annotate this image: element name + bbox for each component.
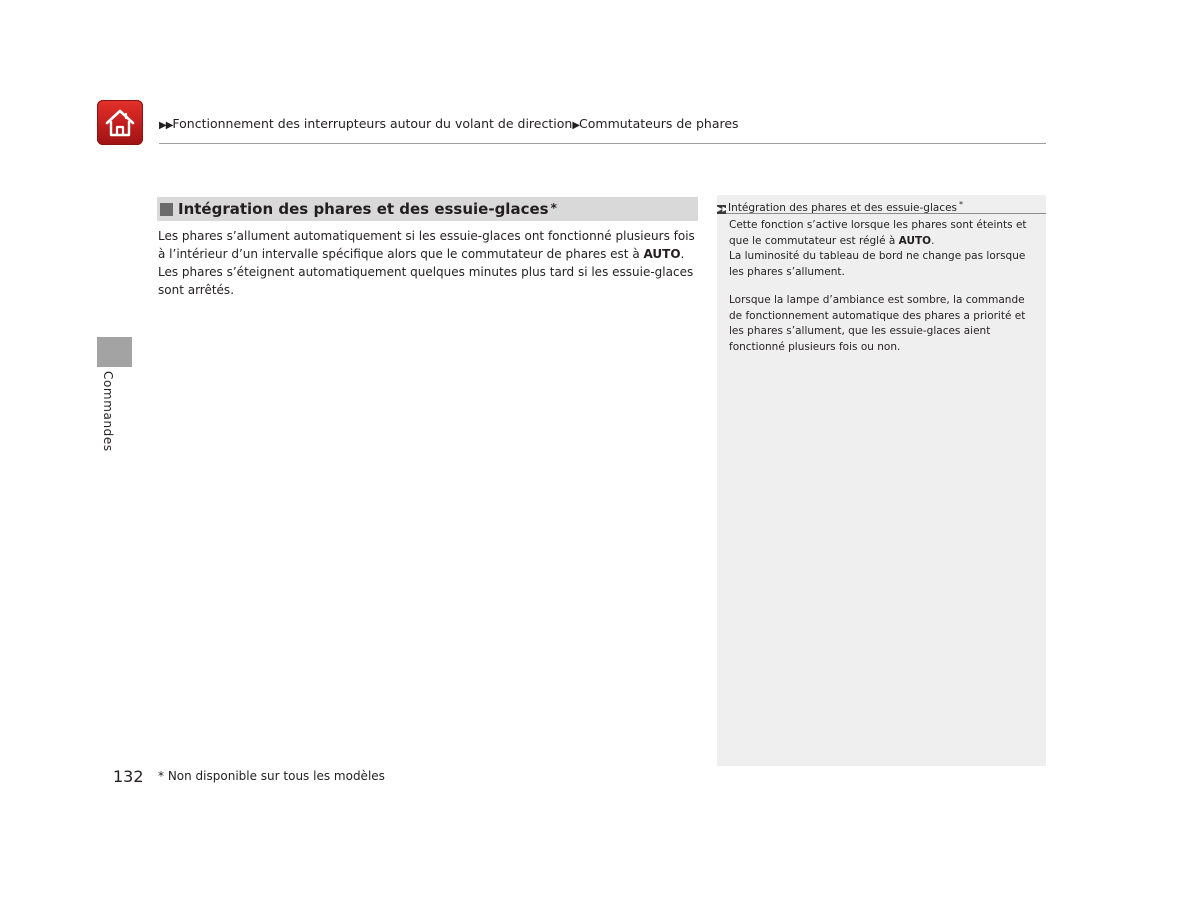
breadcrumb-item-headlight-switches[interactable]: Commutateurs de phares	[579, 116, 739, 131]
side-note-title: Intégration des phares et des essuie-glaces	[728, 202, 958, 214]
chapter-label: Commandes	[101, 371, 115, 452]
home-icon	[104, 108, 136, 138]
side-note-body	[729, 218, 1037, 355]
breadcrumb	[159, 116, 739, 134]
side-note-arrow-icon: ▶▶	[717, 205, 728, 213]
header-divider	[159, 143, 1046, 144]
heading-label: Intégration des phares et des essuie-glaces	[178, 200, 549, 218]
paragraph-auto-off: Les phares s’éteignent automatiquement quelques minutes plus tard si les essuie-glaces sont arrêtés.	[158, 265, 694, 297]
paragraph-auto-on-text: Les phares s’allument automatiquement si les essuie-glaces ont fonctionné plusieurs fois à l’intérieur d’un intervalle spécifique alors que le commutateur de phares est à	[158, 229, 695, 261]
auto-keyword: AUTO	[643, 247, 681, 261]
breadcrumb-arrows: ▶▶	[159, 120, 173, 131]
side-note-paragraph-1-text: Cette fonction s’active lorsque les phares sont éteints et que le commutateur est réglé à	[729, 219, 1027, 247]
heading-square-icon	[160, 203, 173, 216]
paragraph-auto-on-end: .	[680, 247, 685, 261]
side-note-auto-keyword: AUTO	[898, 234, 932, 247]
side-note-paragraph-1-end: .	[931, 234, 935, 247]
page-number: 132	[113, 767, 144, 786]
home-button[interactable]	[97, 100, 143, 145]
side-note-paragraph-1-line2: La luminosité du tableau de bord ne change pas lorsque les phares s’allument.	[729, 250, 1026, 278]
heading-footnote-star: *	[550, 201, 557, 215]
side-note-paragraph-2: Lorsque la lampe d’ambiance est sombre, la commande de fonctionnement automatique des phares a priorité et les phares s’allument, que les essuie-glaces aient fonctionné plusieurs fois ou non.	[729, 294, 1026, 353]
main-body-text	[158, 227, 703, 299]
side-note-paragraph-1	[729, 218, 1037, 280]
side-note-footnote-star: *	[959, 200, 964, 209]
breadcrumb-item-steering-switches[interactable]: Fonctionnement des interrupteurs autour du volant de direction	[172, 116, 573, 131]
breadcrumb-separator: ▶	[572, 120, 580, 131]
side-note-header	[717, 197, 1046, 214]
section-heading-text	[178, 200, 557, 218]
paragraph-auto-on	[158, 227, 703, 263]
side-note-panel	[717, 195, 1046, 766]
section-heading	[157, 197, 698, 221]
chapter-tab[interactable]	[97, 337, 132, 367]
footnote: * Non disponible sur tous les modèles	[158, 769, 385, 783]
